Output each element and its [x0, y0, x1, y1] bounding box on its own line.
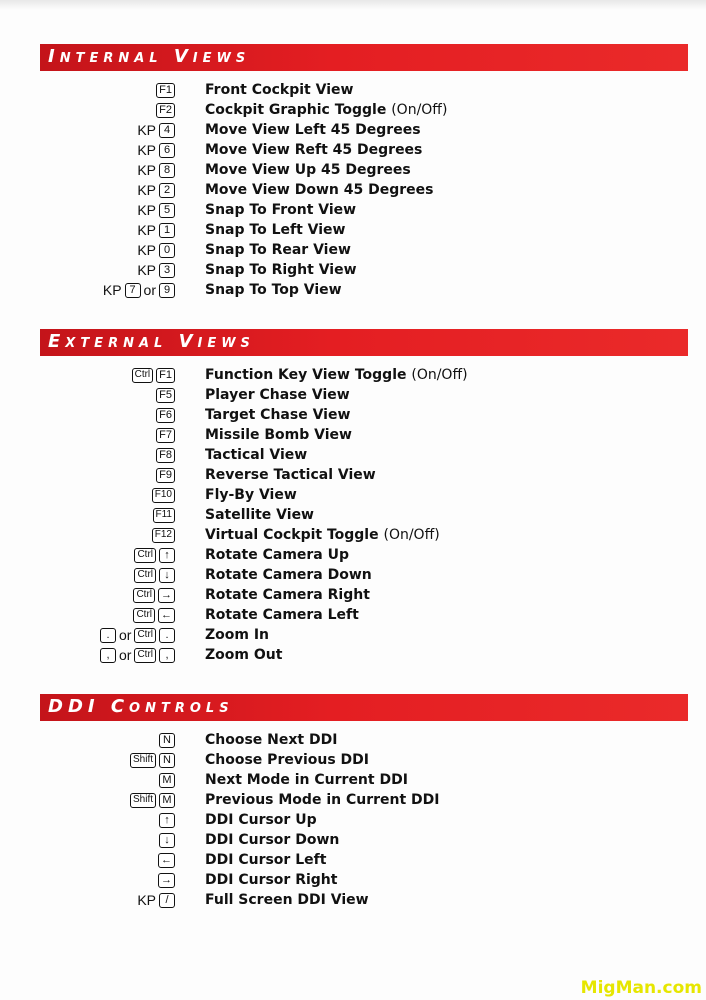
action-description — [205, 870, 337, 890]
action-description — [205, 180, 433, 200]
keycap: Ctrl — [134, 568, 156, 583]
action-description — [205, 810, 317, 830]
action-description — [205, 645, 282, 665]
action-label: Full Screen DDI View — [205, 892, 369, 908]
action-description — [205, 790, 440, 810]
key-text: KP — [102, 282, 122, 298]
action-description — [205, 485, 297, 505]
key-binding-row — [40, 525, 688, 545]
key-binding-row — [40, 730, 688, 750]
action-label: Cockpit Graphic Toggle — [205, 102, 387, 118]
key-combo — [159, 830, 175, 850]
action-label: DDI Cursor Down — [205, 832, 340, 848]
keycap: ↑ — [159, 813, 175, 828]
key-text: KP — [137, 262, 156, 278]
key-binding-row — [40, 465, 688, 485]
key-combo — [133, 585, 175, 605]
keycap: ↑ — [159, 548, 175, 563]
key-binding-row — [40, 565, 688, 585]
key-binding-row — [40, 445, 688, 465]
keycap: F10 — [152, 488, 175, 503]
keycap: ↓ — [159, 568, 175, 583]
key-combo — [137, 180, 175, 200]
action-label: Function Key View Toggle — [205, 367, 407, 383]
action-description — [205, 405, 350, 425]
key-combo — [137, 200, 175, 220]
action-label: DDI Cursor Up — [205, 812, 317, 828]
key-binding-row — [40, 120, 688, 140]
keycap: 6 — [159, 143, 175, 158]
key-combo — [156, 465, 175, 485]
key-binding-row — [40, 585, 688, 605]
key-binding-row — [40, 485, 688, 505]
keycap: F2 — [156, 103, 175, 118]
section-banner — [40, 694, 688, 721]
action-description — [205, 770, 408, 790]
key-binding-row — [40, 365, 688, 385]
keycap: F12 — [152, 528, 175, 543]
action-label: Move View Reft 45 Degrees — [205, 142, 423, 158]
action-description — [205, 445, 307, 465]
key-binding-row — [40, 220, 688, 240]
keycap: 9 — [159, 283, 175, 298]
key-binding-row — [40, 200, 688, 220]
key-binding-row — [40, 160, 688, 180]
key-binding-row — [40, 425, 688, 445]
key-combo — [137, 140, 175, 160]
key-combo — [159, 770, 175, 790]
key-combo — [156, 405, 175, 425]
keycap: . — [159, 628, 175, 643]
key-combo — [134, 545, 175, 565]
action-description — [205, 280, 342, 300]
keycap: Ctrl — [132, 368, 154, 383]
keycap: 8 — [159, 163, 175, 178]
key-combo — [156, 445, 175, 465]
section-ddi-controls — [40, 694, 688, 910]
key-text: or — [143, 282, 156, 298]
key-binding-row — [40, 870, 688, 890]
action-label: Move View Down 45 Degrees — [205, 182, 434, 198]
key-binding-row — [40, 605, 688, 625]
key-text: or — [118, 647, 132, 663]
key-combo — [158, 870, 175, 890]
action-label: Rotate Camera Left — [205, 607, 359, 623]
action-label: Missile Bomb View — [205, 427, 352, 443]
action-description — [205, 365, 468, 385]
keycap: ↓ — [159, 833, 175, 848]
key-binding-row — [40, 505, 688, 525]
key-list — [40, 80, 688, 300]
section-title: Internal Views — [48, 46, 251, 67]
action-label: Snap To Left View — [205, 222, 346, 238]
keycap: / — [159, 893, 175, 908]
keycap: Ctrl — [133, 608, 155, 623]
action-label: Player Chase View — [205, 387, 350, 403]
key-combo — [134, 565, 175, 585]
key-combo — [137, 240, 175, 260]
key-binding-row — [40, 770, 688, 790]
key-text: or — [118, 627, 132, 643]
key-combo — [152, 525, 175, 545]
action-description — [205, 200, 356, 220]
action-label: Tactical View — [205, 447, 308, 463]
key-combo — [137, 890, 175, 910]
keycap: 7 — [125, 283, 141, 298]
action-description — [205, 425, 352, 445]
key-binding-row — [40, 830, 688, 850]
key-binding-row — [40, 545, 688, 565]
key-combo — [156, 385, 175, 405]
key-combo — [133, 605, 175, 625]
keycap: , — [159, 648, 175, 663]
action-label: Snap To Front View — [205, 202, 357, 218]
page-top-edge — [0, 0, 706, 10]
action-description — [205, 565, 372, 585]
action-label: Virtual Cockpit Toggle — [205, 527, 379, 543]
key-binding-row — [40, 180, 688, 200]
key-combo — [132, 365, 175, 385]
action-description — [205, 830, 339, 850]
key-combo — [159, 730, 175, 750]
keycap: F11 — [153, 508, 176, 523]
action-label: Choose Next DDI — [205, 732, 338, 748]
action-label: Zoom Out — [205, 647, 283, 663]
key-binding-row — [40, 850, 688, 870]
key-combo — [158, 850, 175, 870]
keycap: F8 — [156, 448, 175, 463]
action-description — [205, 385, 350, 405]
key-combo — [130, 790, 175, 810]
keycap: N — [159, 753, 175, 768]
action-suffix: (On/Off) — [391, 102, 448, 118]
key-text: KP — [137, 142, 156, 158]
key-text: KP — [137, 162, 156, 178]
action-label: Target Chase View — [205, 407, 351, 423]
keycap: ← — [158, 608, 175, 623]
key-combo — [156, 100, 175, 120]
action-label: Previous Mode in Current DDI — [205, 792, 440, 808]
action-label: Front Cockpit View — [205, 82, 354, 98]
key-binding-row — [40, 280, 688, 300]
keycap: Shift — [130, 753, 156, 768]
key-binding-row — [40, 240, 688, 260]
key-combo — [153, 505, 176, 525]
action-label: Snap To Top View — [205, 282, 342, 298]
action-description — [205, 100, 447, 120]
key-binding-row — [40, 645, 688, 665]
section-banner — [40, 44, 688, 71]
key-binding-row — [40, 385, 688, 405]
action-label: Reverse Tactical View — [205, 467, 376, 483]
keycap: Shift — [130, 793, 156, 808]
action-label: Rotate Camera Up — [205, 547, 350, 563]
key-binding-row — [40, 890, 688, 910]
action-description — [205, 465, 376, 485]
key-combo — [137, 160, 175, 180]
action-description — [205, 80, 353, 100]
keycap: → — [158, 873, 175, 888]
action-label: Satellite View — [205, 507, 314, 523]
key-binding-row — [40, 810, 688, 830]
action-description — [205, 750, 369, 770]
key-text: KP — [137, 892, 156, 908]
key-text: KP — [137, 122, 156, 138]
section-title: DDI Controls — [48, 696, 234, 717]
action-description — [205, 160, 411, 180]
key-text: KP — [137, 202, 156, 218]
key-list — [40, 730, 688, 910]
action-description — [205, 525, 440, 545]
action-label: Fly-By View — [205, 487, 297, 503]
key-combo — [137, 260, 175, 280]
keycap: 2 — [159, 183, 175, 198]
action-label: Next Mode in Current DDI — [205, 772, 408, 788]
key-combo — [137, 120, 175, 140]
action-description — [205, 240, 351, 260]
keycap: Ctrl — [134, 648, 156, 663]
key-binding-row — [40, 790, 688, 810]
action-description — [205, 140, 422, 160]
keycap: 3 — [159, 263, 175, 278]
keycap: ← — [158, 853, 175, 868]
keycap: 1 — [159, 223, 175, 238]
section-external-views — [40, 329, 688, 665]
action-label: Move View Up 45 Degrees — [205, 162, 411, 178]
key-combo — [100, 645, 175, 665]
action-label: DDI Cursor Right — [205, 872, 338, 888]
key-combo — [159, 810, 175, 830]
key-combo — [156, 425, 175, 445]
key-binding-row — [40, 260, 688, 280]
action-label: Rotate Camera Right — [205, 587, 370, 603]
section-title: External Views — [48, 331, 255, 352]
action-description — [205, 260, 357, 280]
key-binding-row — [40, 100, 688, 120]
keycap: F5 — [156, 388, 175, 403]
action-label: Choose Previous DDI — [205, 752, 370, 768]
action-label: Snap To Rear View — [205, 242, 351, 258]
key-combo — [156, 80, 175, 100]
keycap: F6 — [156, 408, 175, 423]
key-binding-row — [40, 750, 688, 770]
keycap: , — [100, 648, 116, 663]
action-description — [205, 545, 349, 565]
key-text: KP — [137, 222, 156, 238]
action-description — [205, 850, 326, 870]
keycap: → — [158, 588, 175, 603]
section-banner — [40, 329, 688, 356]
key-binding-row — [40, 80, 688, 100]
watermark: MigMan.com — [580, 978, 702, 998]
key-binding-row — [40, 625, 688, 645]
action-description — [205, 605, 359, 625]
action-description — [205, 890, 369, 910]
action-label: DDI Cursor Left — [205, 852, 327, 868]
key-combo — [103, 280, 175, 300]
keycap: F1 — [156, 368, 175, 383]
key-binding-row — [40, 140, 688, 160]
key-combo — [137, 220, 175, 240]
action-label: Rotate Camera Down — [205, 567, 372, 583]
key-text: KP — [137, 242, 156, 258]
key-combo — [152, 485, 175, 505]
keycap: 5 — [159, 203, 175, 218]
action-description — [205, 625, 269, 645]
keycap: Ctrl — [134, 628, 156, 643]
action-suffix: (On/Off) — [383, 527, 440, 543]
keycap: 0 — [159, 243, 175, 258]
key-text: KP — [137, 182, 156, 198]
action-label: Move View Left 45 Degrees — [205, 122, 421, 138]
action-description — [205, 585, 370, 605]
section-internal-views — [40, 44, 688, 300]
keycap: F7 — [156, 428, 175, 443]
keycap: N — [159, 733, 175, 748]
action-label: Snap To Right View — [205, 262, 357, 278]
key-list — [40, 365, 688, 665]
action-suffix: (On/Off) — [411, 367, 468, 383]
key-combo — [100, 625, 175, 645]
keycap: Ctrl — [134, 548, 156, 563]
keycap: . — [100, 628, 116, 643]
keycap: F1 — [156, 83, 175, 98]
keycap: Ctrl — [133, 588, 155, 603]
keycap: M — [159, 773, 175, 788]
action-description — [205, 730, 337, 750]
key-combo — [130, 750, 175, 770]
keycap: F9 — [156, 468, 175, 483]
keycap: M — [159, 793, 175, 808]
action-description — [205, 220, 345, 240]
action-description — [205, 505, 314, 525]
action-description — [205, 120, 421, 140]
keycap: 4 — [159, 123, 175, 138]
action-label: Zoom In — [205, 627, 270, 643]
key-binding-row — [40, 405, 688, 425]
